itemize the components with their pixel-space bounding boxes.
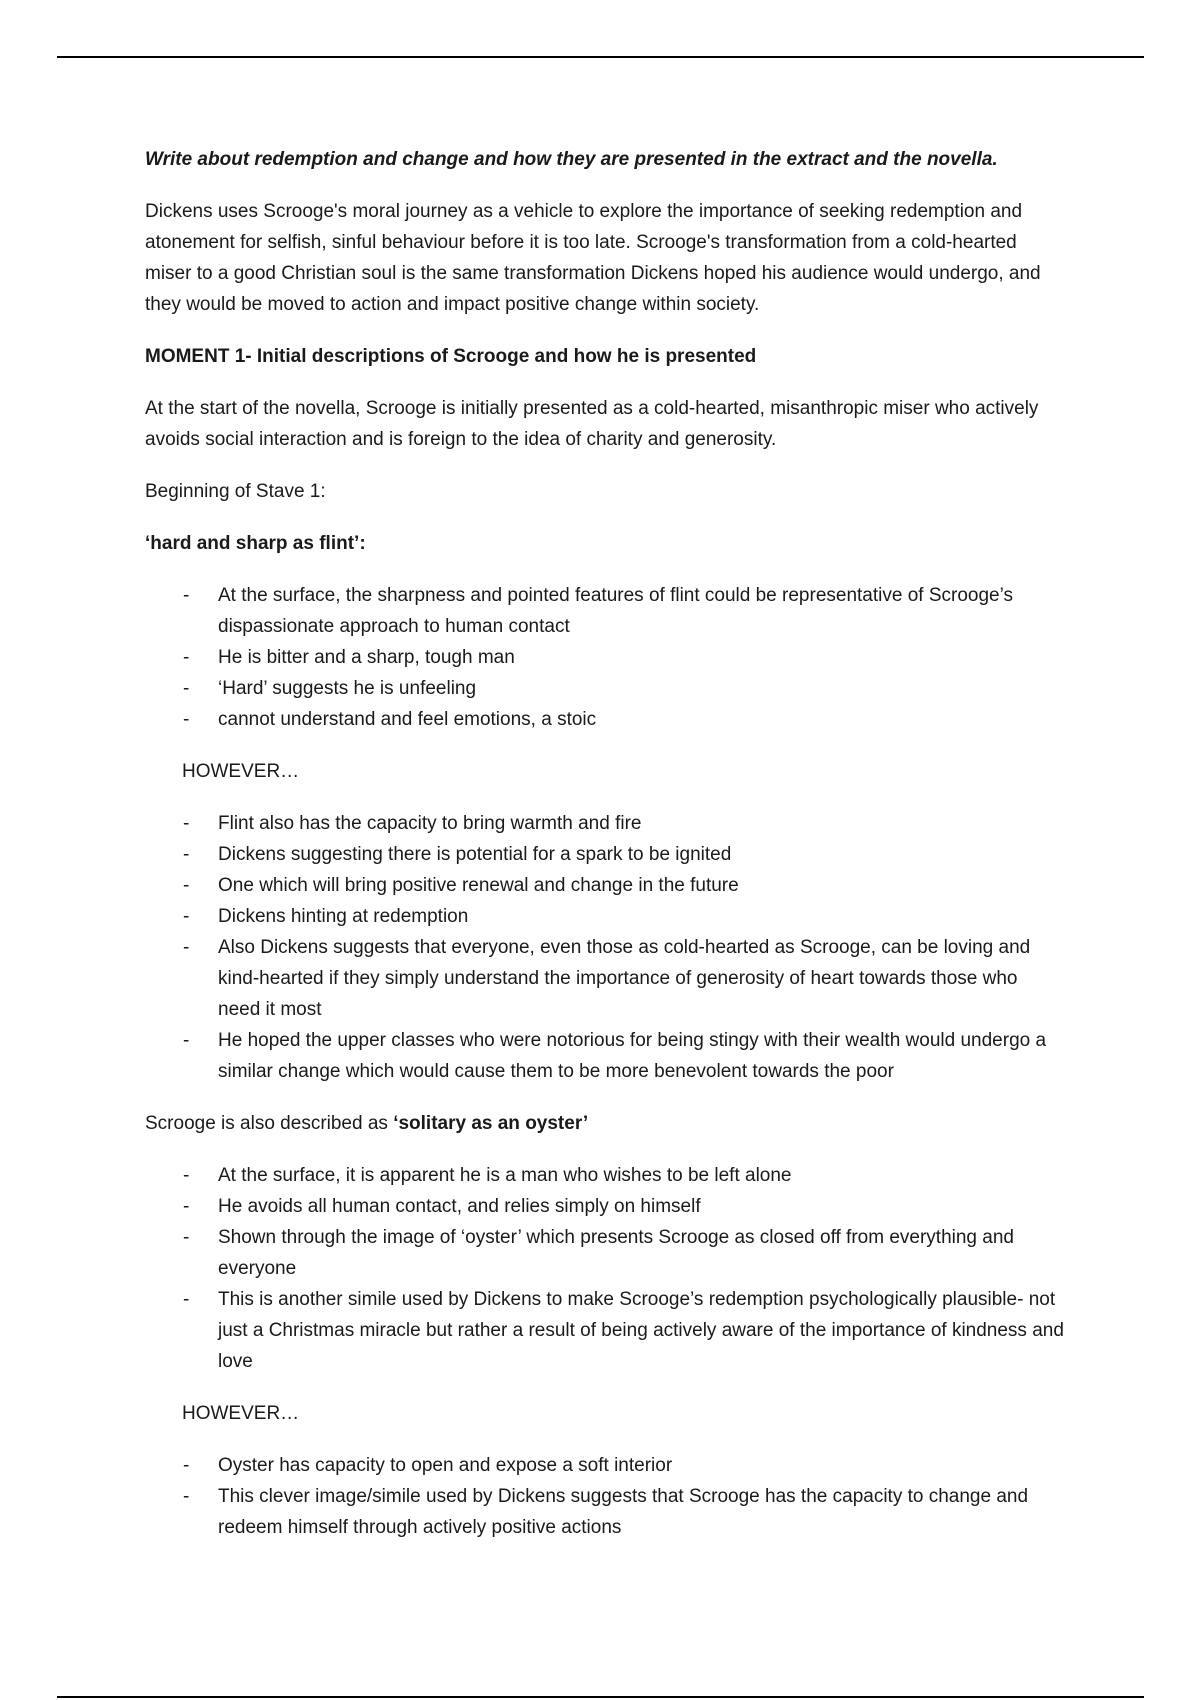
essay-question: Write about redemption and change and how they are presented in the extract and the novella.	[145, 149, 998, 170]
list-item: - At the surface, it is apparent he is a man who wishes to be left alone	[145, 1160, 1065, 1191]
list-item: - cannot understand and feel emotions, a stoic	[145, 704, 1065, 735]
flint-points-list	[145, 580, 1065, 735]
list-item: - Dickens hinting at redemption	[145, 901, 1065, 932]
stave-label: Beginning of Stave 1:	[145, 481, 326, 502]
list-item: - ‘Hard’ suggests he is unfeeling	[145, 673, 1065, 704]
oyster-however-list	[145, 1450, 1065, 1543]
moment-1-intro: At the start of the novella, Scrooge is initially presented as a cold-hearted, misanthropic miser who actively avoids social interaction and is foreign to the idea of charity and generosity.	[145, 398, 1039, 450]
list-item: - Flint also has the capacity to bring warmth and fire	[145, 808, 1065, 839]
oyster-lead-text: Scrooge is also described as	[145, 1113, 394, 1134]
list-item: - Shown through the image of ‘oyster’ which presents Scrooge as closed off from everything and everyone	[145, 1222, 1065, 1284]
flint-however-list	[145, 808, 1065, 1087]
document-body	[145, 144, 1065, 1564]
top-rule	[57, 56, 1144, 58]
intro-paragraph: Dickens uses Scrooge's moral journey as a vehicle to explore the importance of seeking redemption and atonement for selfish, sinful behaviour before it is too late. Scrooge's transformation from a cold-hearted miser to a good Christian soul is the same transformation Dickens hoped his audience would undergo, and they would be moved to action and impact positive change within society.	[145, 201, 1041, 315]
however-label-1: HOWEVER…	[182, 761, 300, 782]
list-item: - He hoped the upper classes who were notorious for being stingy with their wealth would undergo a similar change which would cause them to be more benevolent towards the poor	[145, 1025, 1065, 1087]
oyster-paragraph	[145, 1108, 1065, 1139]
moment-1-heading: MOMENT 1- Initial descriptions of Scrooge and how he is presented	[145, 346, 757, 367]
list-item: - At the surface, the sharpness and pointed features of flint could be representative of Scrooge’s dispassionate approach to human contact	[145, 580, 1065, 642]
bottom-rule	[57, 1696, 1144, 1698]
list-item: - He avoids all human contact, and relies simply on himself	[145, 1191, 1065, 1222]
list-item: - Oyster has capacity to open and expose a soft interior	[145, 1450, 1065, 1481]
list-item: - He is bitter and a sharp, tough man	[145, 642, 1065, 673]
list-item: - This is another simile used by Dickens to make Scrooge’s redemption psychologically plausible- not just a Christmas miracle but rather a result of being actively aware of the importance of kindness and love	[145, 1284, 1065, 1377]
oyster-points-list	[145, 1160, 1065, 1377]
however-label-2: HOWEVER…	[182, 1403, 300, 1424]
list-item: - Dickens suggesting there is potential for a spark to be ignited	[145, 839, 1065, 870]
flint-quote: ‘hard and sharp as flint’:	[145, 533, 366, 554]
oyster-quote: ‘solitary as an oyster’	[393, 1113, 589, 1134]
list-item: - One which will bring positive renewal and change in the future	[145, 870, 1065, 901]
list-item: - This clever image/simile used by Dickens suggests that Scrooge has the capacity to change and redeem himself through actively positive actions	[145, 1481, 1065, 1543]
list-item: - Also Dickens suggests that everyone, even those as cold-hearted as Scrooge, can be loving and kind-hearted if they simply understand the importance of generosity of heart towards those who need it most	[145, 932, 1065, 1025]
